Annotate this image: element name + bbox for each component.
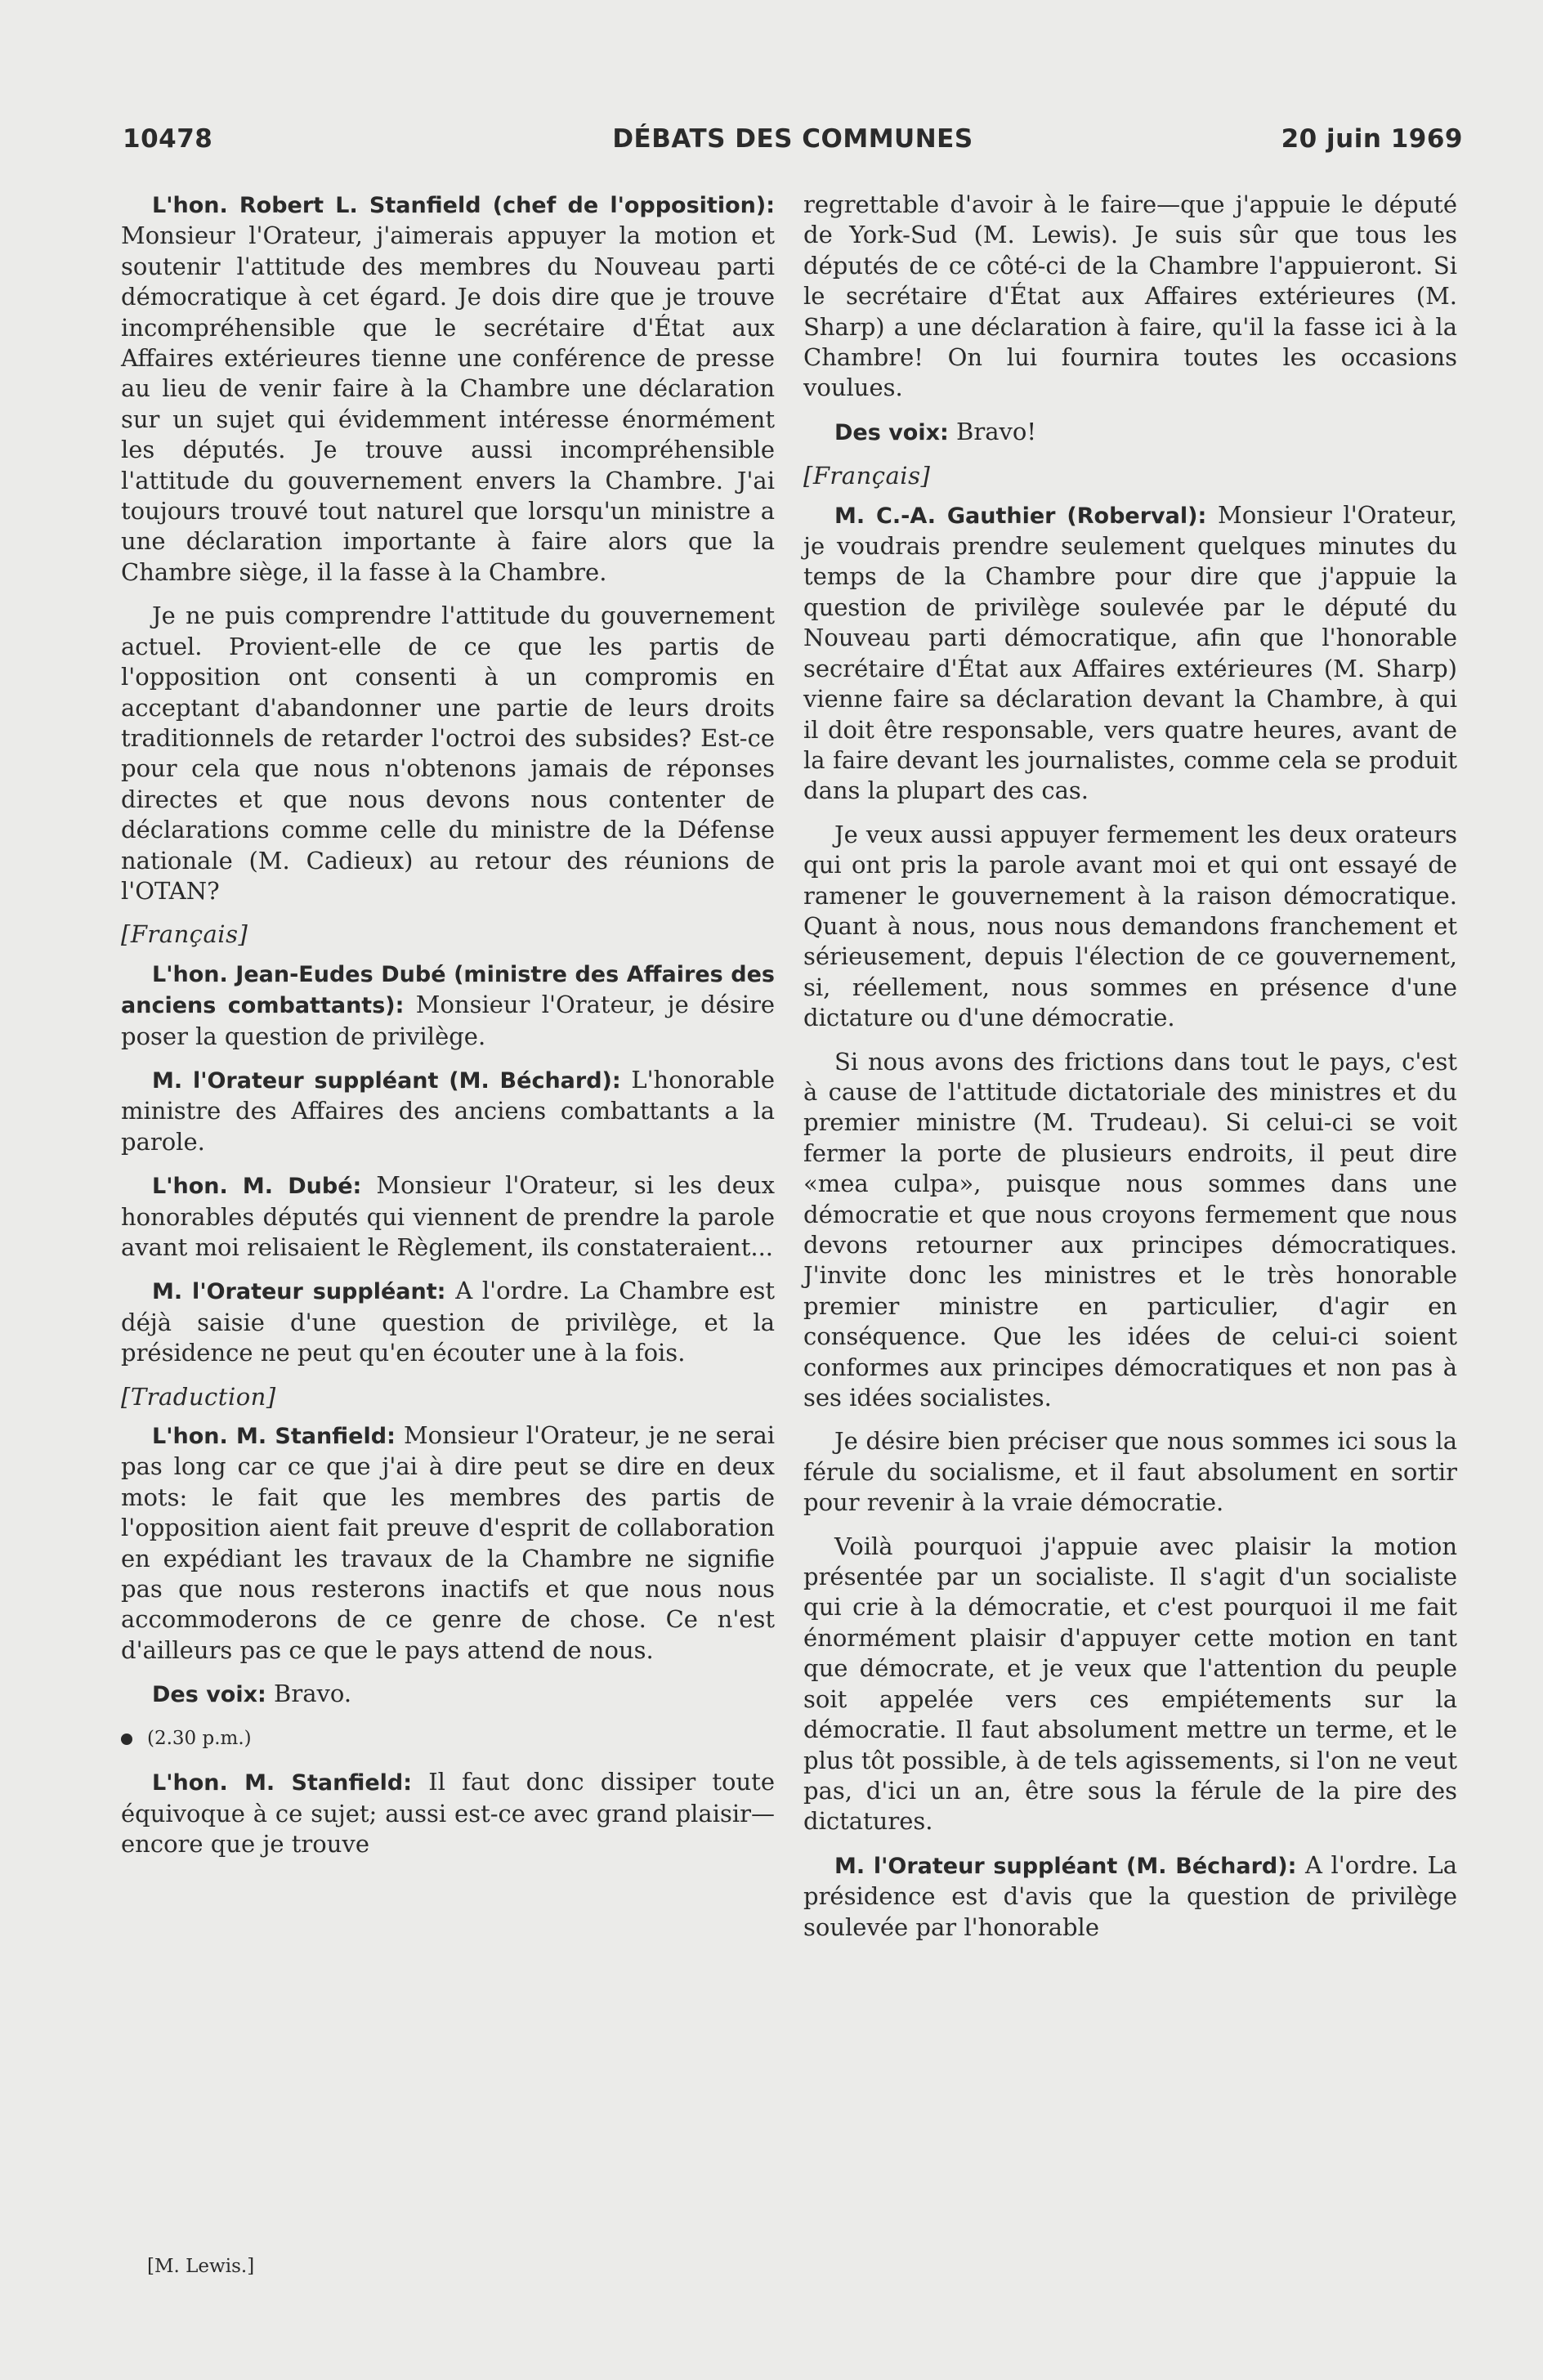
- speech-text: Bravo!: [956, 417, 1036, 445]
- paragraph: [121, 1276, 775, 1368]
- speaker-name: L'hon. Jean-Eudes Dubé (ministre des Affaires des anciens combattants):: [121, 961, 775, 1019]
- paragraph: [803, 500, 1457, 807]
- speech-text: Je ne puis comprendre l'attitude du gouvernement actuel. Provient-elle de ce que les partis de l'opposition ont consenti à un compromis en acceptant d'abandonner une partie de leurs droits traditionnels de retarder l'octroi des subsides? Est-ce pour cela que nous n'obtenons jamais de réponses directes et que nous devons nous contenter de déclarations comme celle du ministre de la Défense nationale (M. Cadieux) au retour des réunions de l'OTAN?: [121, 602, 775, 905]
- speech-text: Je veux aussi appuyer fermement les deux orateurs qui ont pris la parole avant moi et qui ont essayé de ramener le gouvernement à la raison démocratique. Quant à nous, nous nous demandons franchement et sérieusement, depuis l'élection de ce gouvernement, si, réellement, nous sommes en présence d'une dictature ou d'une démocratie.: [803, 820, 1457, 1032]
- paragraph: [803, 1532, 1457, 1837]
- paragraph: [121, 601, 775, 906]
- paragraph: [803, 1850, 1457, 1943]
- speech-text: regrettable d'avoir à le faire—que j'appuie le député de York-Sud (M. Lewis). Je suis sûr que tous les députés de ce côté-ci de la Chambre l'appuieront. Si le secrétaire d'État aux Affaires extérieures (M. Sharp) a une déclaration à faire, qu'il la fasse ici à la Chambre! On lui fournira toutes les occasions voulues.: [803, 190, 1457, 402]
- speech-text: Bravo.: [274, 1680, 352, 1708]
- language-rubric: [Traduction]: [121, 1382, 276, 1411]
- paragraph: [121, 1679, 775, 1710]
- paragraph: [121, 190, 775, 588]
- bullet-icon: [121, 1734, 132, 1745]
- paragraph: [121, 1170, 775, 1263]
- speech-text: Monsieur l'Orateur, je désire poser la question de privilège.: [121, 991, 776, 1050]
- timestamp-text: (2.30 p.m.): [147, 1727, 252, 1749]
- speech-text: L'honorable ministre des Affaires des anciens combattants a la parole.: [121, 1065, 775, 1156]
- language-rubric: [Français]: [121, 920, 248, 949]
- time-marker: [121, 1724, 775, 1754]
- speaker-name: M. l'Orateur suppléant (M. Béchard):: [152, 1067, 621, 1094]
- speaker-footer-note: [M. Lewis.]: [147, 2256, 255, 2277]
- paragraph: [803, 417, 1457, 448]
- paragraph: [121, 959, 775, 1052]
- speaker-name: L'hon. M. Stanfield:: [152, 1770, 413, 1796]
- speech-text: Monsieur l'Orateur, j'aimerais appuyer la motion et soutenir l'attitude des membres du Nouveau parti démocratique à cet égard. Je dois dire que je trouve incompréhensible que le secrétaire d'État aux Affaires extérieures tienne une conférence de presse au lieu de venir faire à la Chambre une déclaration sur un sujet qui évidemment intéresse énormément les députés. Je trouve aussi incompréhensible l'attitude du gouvernement envers la Chambre. J'ai toujours trouvé tout naturel que lorsqu'un ministre a une déclaration importante à faire alors que la Chambre siège, il la fasse à la Chambre.: [121, 221, 775, 586]
- speaker-name: Des voix:: [152, 1682, 266, 1708]
- left-column: [121, 190, 775, 1872]
- speaker-name: L'hon. M. Stanfield:: [152, 1424, 396, 1450]
- speech-text: Il faut donc dissiper toute équivoque à ce sujet; aussi est-ce avec grand plaisir—encore que je trouve: [121, 1768, 775, 1858]
- paragraph: [121, 1065, 775, 1157]
- speaker-name: M. l'Orateur suppléant:: [152, 1279, 446, 1305]
- speech-text: Voilà pourquoi j'appuie avec plaisir la motion présentée par un socialiste. Il s'agit d'un socialiste qui crie à la démocratie, et c'est pourquoi il me fait énormément plaisir d'appuyer cette motion en tant que démocrate, et je veux que l'attention du peuple soit appelée vers ces empiétements sur la démocratie. Il faut absolument mettre un terme, et le plus tôt possible, à de tels agissements, si l'on ne veut pas, d'ici un an, être sous la férule de la pire des dictatures.: [803, 1532, 1457, 1836]
- paragraph: [803, 1426, 1457, 1518]
- speech-text: Monsieur l'Orateur, je voudrais prendre seulement quelques minutes du temps de la Chambre pour dire que j'appuie la question de privilège soulevée par le député du Nouveau parti démocratique, afin que l'honorable secrétaire d'État aux Affaires extérieures (M. Sharp) vienne faire sa déclaration devant la Chambre, à qui il doit être responsable, vers quatre heures, avant de la faire devant les journalistes, comme cela se produit dans la plupart des cas.: [803, 500, 1457, 805]
- speech-text: Si nous avons des frictions dans tout le pays, c'est à cause de l'attitude dictatoriale des ministres et du premier ministre (M. Trudeau). Si celui-ci se voit fermer la porte de plusieurs endroits, il peut dire «mea culpa», puisque nous sommes dans une démocratie et que nous croyons fermement que nous devons retourner aux principes démocratiques. J'invite donc les ministres et le très honorable premier ministre en particulier, d'agir en conséquence. Que les idées de celui-ci soient conformes aux principes démocratiques et non pas à ses idées socialistes.: [803, 1047, 1457, 1412]
- speaker-name: Des voix:: [834, 419, 949, 445]
- paragraph: [803, 190, 1457, 404]
- paragraph: [121, 1420, 775, 1666]
- speech-text: Je désire bien préciser que nous sommes ici sous la férule du socialisme, et il faut absolument en sortir pour revenir à la vraie démocratie.: [803, 1427, 1457, 1517]
- publication-title: DÉBATS DES COMMUNES: [612, 124, 973, 154]
- page-header: [123, 124, 1463, 165]
- speech-text: A l'ordre. La Chambre est déjà saisie d'une question de privilège, et la présidence ne peut qu'en écouter une à la fois.: [121, 1277, 776, 1367]
- language-rubric: [Français]: [803, 462, 931, 490]
- speaker-name: L'hon. Robert L. Stanfield (chef de l'opposition):: [152, 193, 775, 218]
- paragraph: [803, 1047, 1457, 1414]
- speech-text: Monsieur l'Orateur, je ne serai pas long car ce que j'ai à dire peut se dire en deux mots: le fait que les membres des partis de l'opposition aient fait preuve d'esprit de collaboration en expédiant les travaux de la Chambre ne signifie pas que nous resterons inactifs et que nous nous accommoderons de ce genre de chose. Ce n'est d'ailleurs pas ce que le pays attend de nous.: [121, 1421, 776, 1664]
- speaker-name: M. l'Orateur suppléant (M. Béchard):: [834, 1853, 1297, 1879]
- issue-date: 20 juin 1969: [1281, 124, 1463, 154]
- paragraph: [803, 820, 1457, 1034]
- speech-text: Monsieur l'Orateur, si les deux honorables députés qui viennent de prendre la parole avant moi relisaient le Règlement, ils constateraient...: [121, 1171, 775, 1261]
- right-column: [803, 190, 1457, 1956]
- speaker-name: M. C.-A. Gauthier (Roberval):: [834, 503, 1207, 529]
- speech-text: A l'ordre. La présidence est d'avis que la question de privilège soulevée par l'honorable: [803, 1850, 1458, 1941]
- speaker-name: L'hon. M. Dubé:: [152, 1174, 362, 1200]
- paragraph: [121, 1767, 775, 1859]
- page-number: 10478: [123, 124, 213, 154]
